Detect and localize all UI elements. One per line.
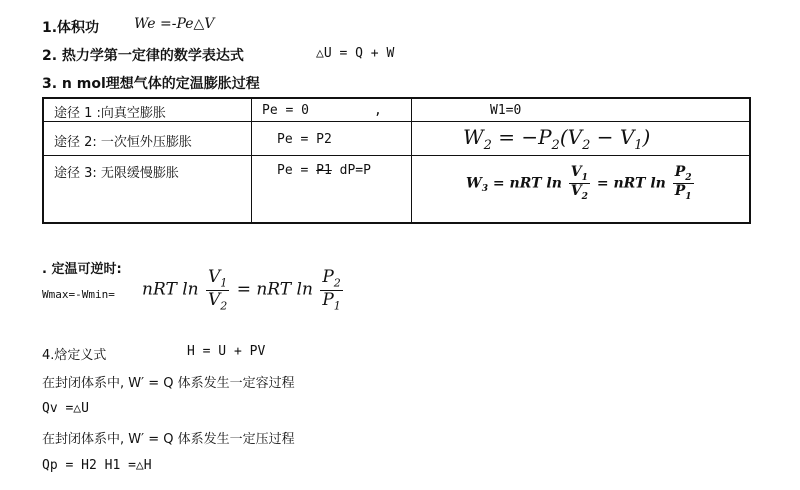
fraction-p2-p1: $\frac{P_2}{P_1}$ — [674, 164, 692, 202]
reversible-work-formula: nRT ln $\frac{V_1}{V_2}$ = nRT ln $\frac{P_2}{P_1}$ — [142, 267, 341, 312]
path1-comma: , — [374, 103, 382, 118]
heading-reversible: . 定温可逆时: — [42, 262, 122, 277]
path2-work-formula: $W_2 = -P_2(V_2 - V_1)$ — [463, 125, 651, 153]
constant-pressure-text: 在封闭体系中, W′ = Q 体系发生一定压过程 — [42, 432, 295, 447]
path1-pe: Pe = 0 — [262, 103, 309, 118]
path2-label: 途径 2: 一次恒外压膨胀 — [54, 135, 192, 150]
fraction-v1-v2: $\frac{V_1}{V_2}$ — [570, 164, 588, 202]
first-law-formula: △U = Q + W — [316, 46, 395, 61]
path3-label: 途径 3: 无限缓慢膨胀 — [54, 166, 179, 181]
heading-volume-work: 1.体积功 — [42, 20, 100, 36]
path3-pe-p1: P1 — [316, 163, 332, 178]
qp-formula: Qp = H2 H1 =△H — [42, 458, 152, 473]
wmax-prefix: Wmax=-Wmin= — [42, 288, 115, 301]
fraction-v1-v2: $\frac{V_1}{V_2}$ — [207, 267, 228, 312]
heading-first-law: 2. 热力学第一定律的数学表达式 — [42, 48, 244, 64]
heading-enthalpy: 4.焓定义式 — [42, 348, 107, 363]
path3-work-formula: $W_3$ = nRT ln $\frac{V_1}{V_2}$ = nRT ln $\frac{P_2}{P_1}$ — [466, 164, 692, 202]
path3-dp: dP=P — [339, 163, 371, 178]
path1-label: 途径 1 :向真空膨胀 — [54, 106, 166, 121]
constant-volume-text: 在封闭体系中, W′ = Q 体系发生一定容过程 — [42, 376, 295, 391]
table-col-divider — [251, 99, 252, 222]
table-row-divider — [44, 155, 749, 156]
path3-pe-eq: Pe = — [277, 163, 309, 178]
path2-pe: Pe = P2 — [277, 132, 332, 147]
enthalpy-formula: H = U + PV — [187, 344, 266, 359]
fraction-p2-p1: $\frac{P_2}{P_1}$ — [322, 267, 341, 312]
path3-pe — [277, 163, 371, 178]
table-col-divider — [411, 99, 412, 222]
qv-formula: Qv =△U — [42, 401, 89, 416]
expansion-paths-table — [42, 97, 751, 224]
heading-isothermal-expansion: 3. n mol理想气体的定温膨胀过程 — [42, 76, 260, 92]
volume-work-formula: We =-Pe△V — [134, 16, 215, 32]
path1-work: W1=0 — [490, 103, 522, 118]
table-row-divider — [44, 121, 749, 122]
